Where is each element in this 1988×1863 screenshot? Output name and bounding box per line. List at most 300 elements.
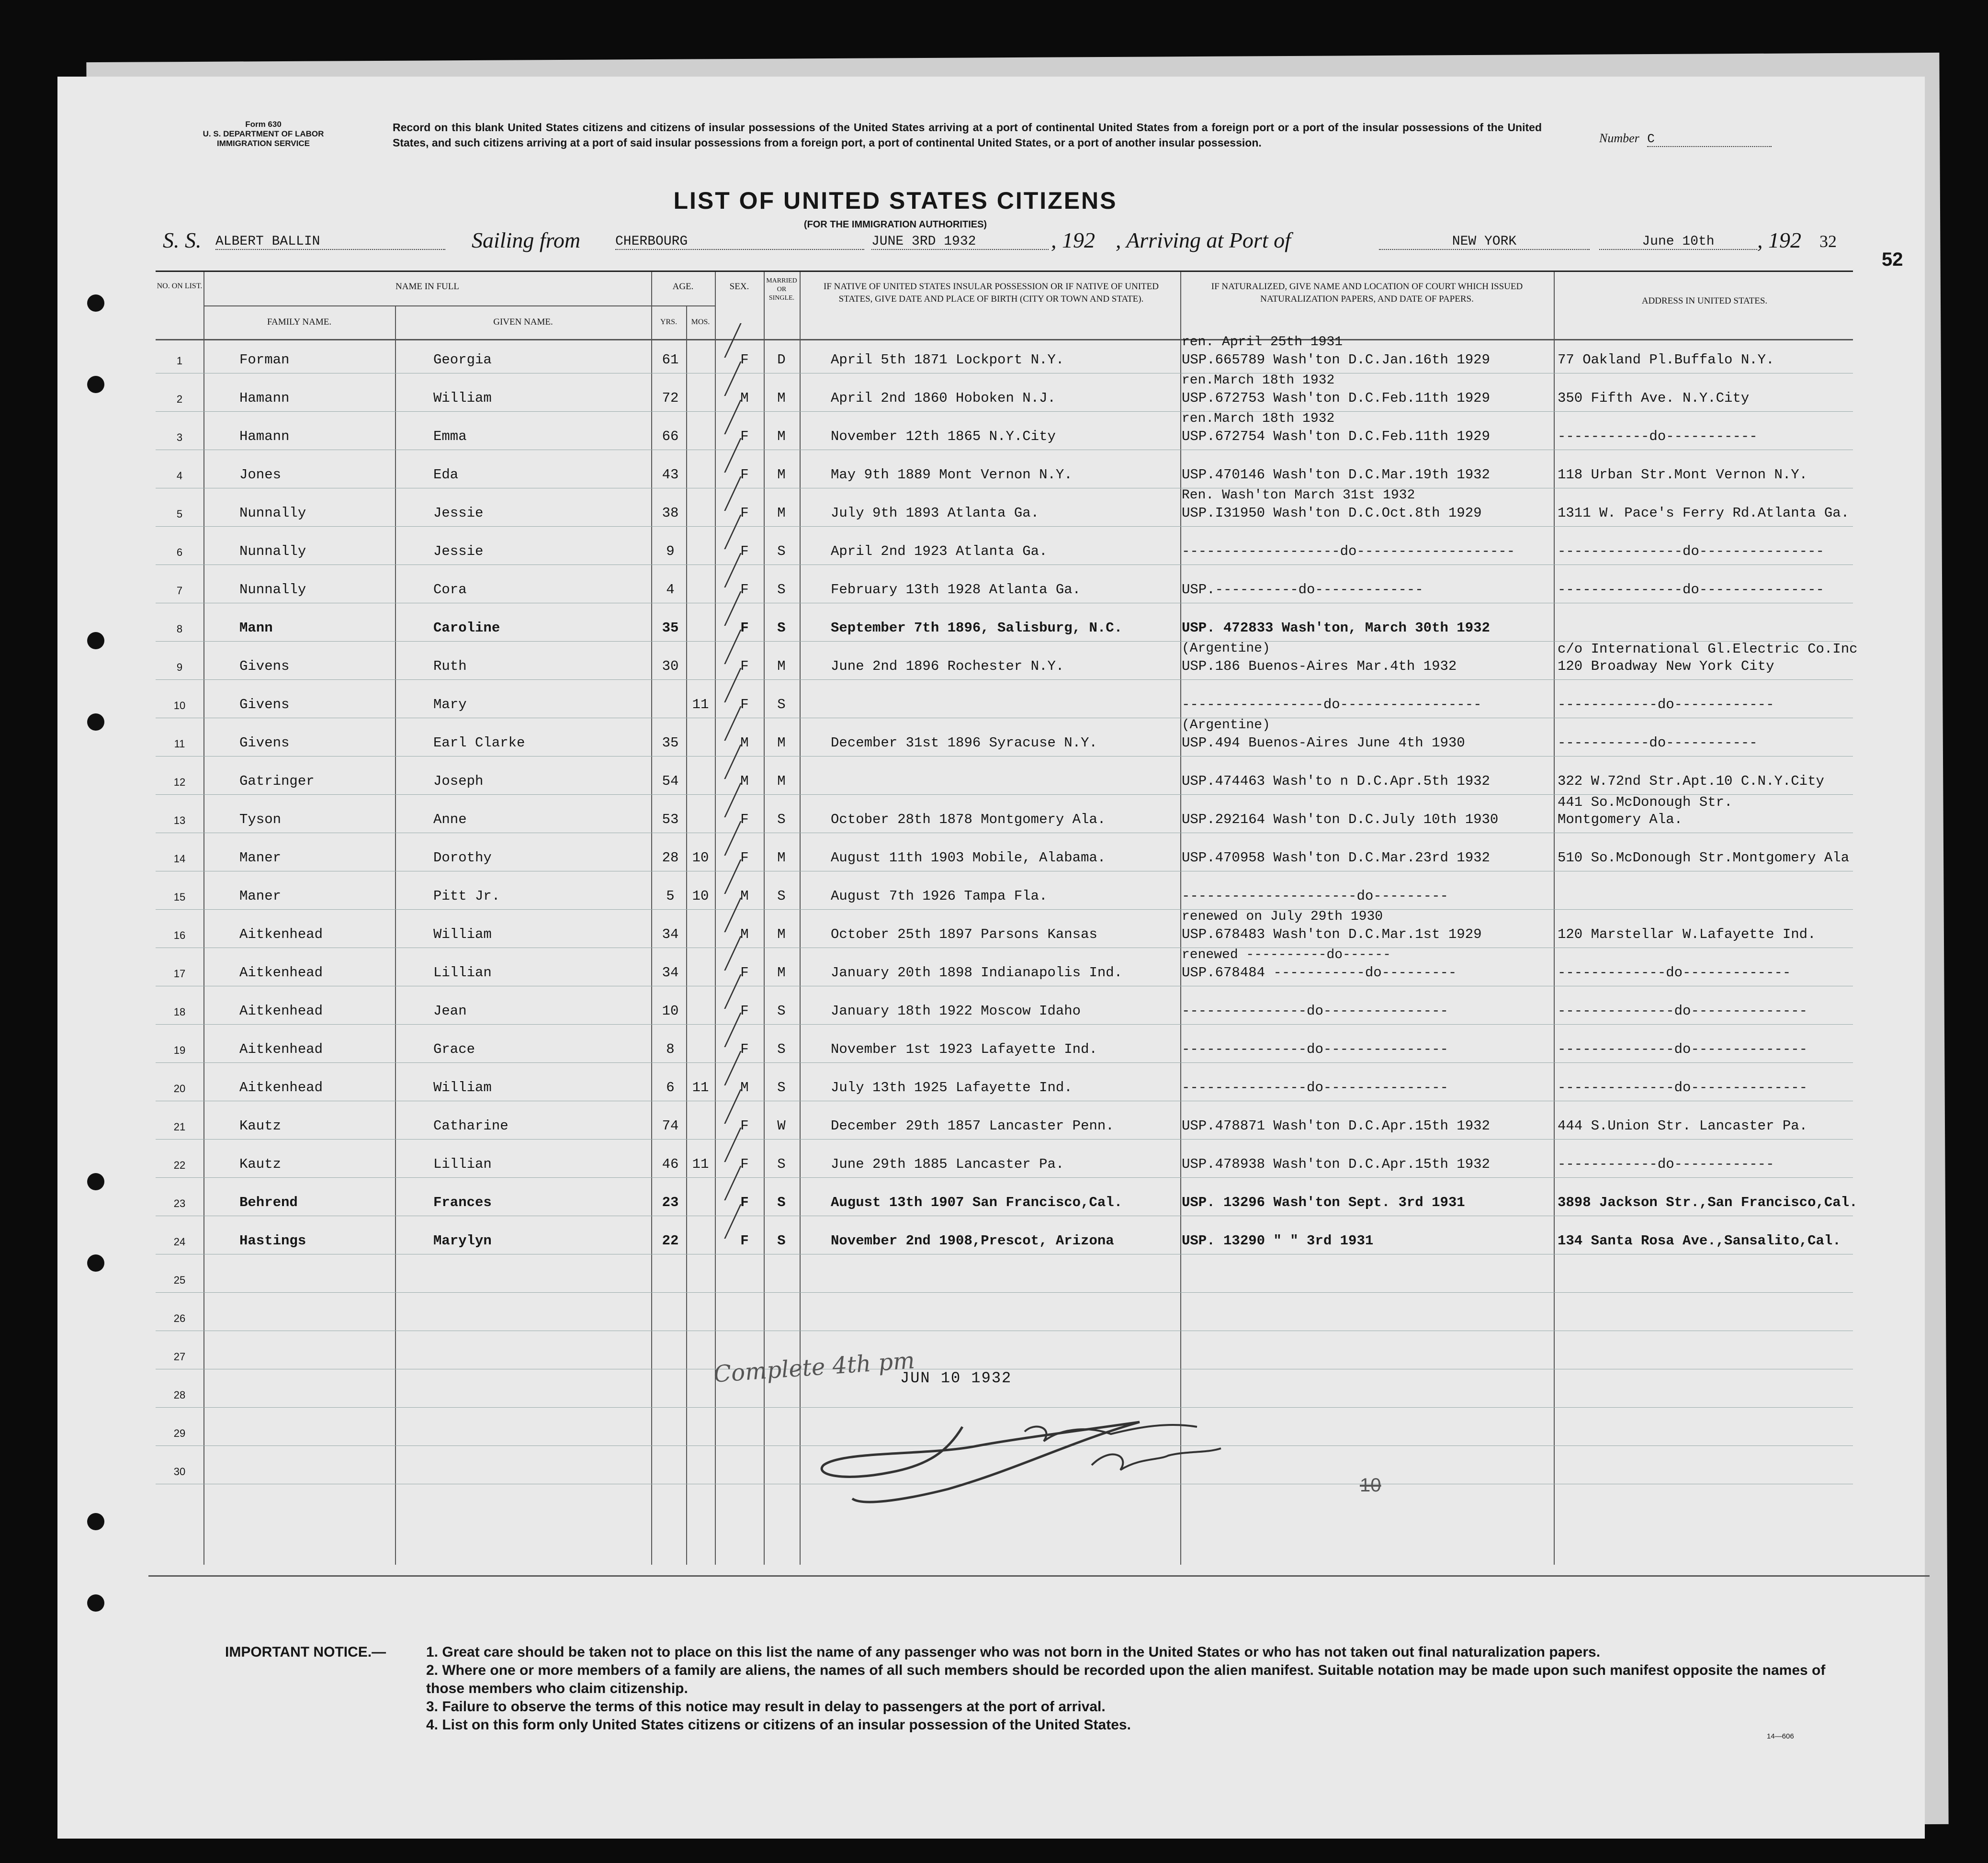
- marital-status: S: [777, 582, 786, 598]
- age-years: 38: [662, 505, 679, 521]
- address-in-us: --------------do--------------: [1558, 1080, 1808, 1095]
- table-row: [156, 1142, 1853, 1180]
- age-years: 30: [662, 658, 679, 674]
- birth-date-place: June 29th 1885 Lancaster Pa.: [831, 1156, 1064, 1172]
- family-name: Jones: [239, 467, 282, 483]
- arrival-date: June 10th: [1599, 234, 1757, 250]
- address-in-us: 322 W.72nd Str.Apt.10 C.N.Y.City: [1558, 773, 1824, 789]
- address-in-us: --------------do--------------: [1558, 1041, 1808, 1057]
- naturalization-papers: USP. 13290 " " 3rd 1931: [1182, 1233, 1374, 1249]
- address-in-us: 134 Santa Rosa Ave.,Sansalito,Cal.: [1558, 1233, 1841, 1249]
- birth-date-place: February 13th 1928 Atlanta Ga.: [831, 582, 1081, 598]
- col-header-no: NO. ON LIST.: [157, 282, 203, 290]
- naturalization-papers: USP.672754 Wash'ton D.C.Feb.11th 1929: [1182, 429, 1490, 444]
- given-name: Earl Clarke: [433, 735, 525, 751]
- age-months: 11: [692, 1080, 709, 1095]
- sex: M: [740, 735, 749, 751]
- naturalization-papers: -----------------do-----------------: [1182, 697, 1482, 712]
- given-name: Dorothy: [433, 850, 492, 866]
- address-line-1: c/o International Gl.Electric Co.Inc: [1558, 641, 1858, 657]
- notice-item: 4. List on this form only United States citizens or citizens of an insular possession of the United States.: [426, 1717, 1131, 1733]
- given-name: William: [433, 926, 492, 942]
- naturalization-papers: USP.----------do-------------: [1182, 582, 1423, 598]
- age-years: 34: [662, 965, 679, 981]
- birth-date-place: November 2nd 1908,Prescot, Arizona: [831, 1233, 1114, 1249]
- address-in-us: -----------do-----------: [1558, 429, 1758, 444]
- col-header-married-single: MARRIED OR SINGLE.: [766, 277, 797, 302]
- col-header-mos: MOS.: [691, 318, 710, 326]
- age-years: 22: [662, 1233, 679, 1249]
- age-years: 66: [662, 429, 679, 444]
- family-name: Givens: [239, 697, 290, 712]
- row-number: 27: [173, 1351, 186, 1363]
- table-row: [156, 529, 1853, 567]
- marital-status: S: [777, 888, 786, 904]
- marital-status: S: [777, 1156, 786, 1172]
- table-row: [156, 488, 1853, 529]
- row-number: 20: [173, 1083, 186, 1095]
- date-stamp: JUN 10 1932: [900, 1369, 1012, 1387]
- marital-status: M: [777, 658, 786, 674]
- marital-status: M: [777, 429, 786, 444]
- sex: F: [740, 1118, 749, 1134]
- table-row: [156, 1180, 1858, 1219]
- birth-date-place: April 5th 1871 Lockport N.Y.: [831, 352, 1064, 368]
- given-name: Grace: [433, 1041, 475, 1057]
- naturalization-papers: USP.292164 Wash'ton D.C.July 10th 1930: [1182, 812, 1499, 827]
- given-name: Joseph: [433, 773, 484, 789]
- naturalization-note: (Argentine): [1182, 718, 1270, 733]
- table-row: [156, 909, 1853, 950]
- marital-status: S: [777, 620, 786, 636]
- given-name: William: [433, 1080, 492, 1095]
- age-years: 4: [666, 582, 675, 598]
- notice-item: 1. Great care should be taken not to place on this list the name of any passenger who was not born in the United States or who has not taken out final naturalization papers.: [426, 1644, 1601, 1660]
- departure-port: CHERBOURG: [615, 234, 864, 250]
- naturalization-note: renewed ----------do------: [1182, 948, 1391, 962]
- row-number: 12: [173, 776, 186, 788]
- birth-date-place: June 2nd 1896 Rochester N.Y.: [831, 658, 1064, 674]
- naturalization-papers: ---------------do---------------: [1182, 1003, 1448, 1019]
- age-years: 53: [662, 812, 679, 827]
- naturalization-note: Ren. Wash'ton March 31st 1932: [1182, 488, 1415, 503]
- address-in-us: 118 Urban Str.Mont Vernon N.Y.: [1558, 467, 1808, 483]
- marital-status: M: [777, 926, 786, 942]
- binder-hole: [87, 713, 104, 731]
- row-number: 6: [176, 546, 183, 558]
- address-in-us: -----------do-----------: [1558, 735, 1758, 751]
- birth-date-place: July 13th 1925 Lafayette Ind.: [831, 1080, 1073, 1095]
- birth-date-place: October 28th 1878 Montgomery Ala.: [831, 812, 1106, 827]
- naturalization-papers: USP.494 Buenos-Aires June 4th 1930: [1182, 735, 1465, 751]
- page-title: LIST OF UNITED STATES CITIZENS: [673, 187, 1118, 214]
- birth-date-place: January 18th 1922 Moscow Idaho: [831, 1003, 1081, 1019]
- age-years: 74: [662, 1118, 679, 1134]
- age-months: 11: [692, 697, 709, 712]
- tally-mark: 10: [1360, 1475, 1381, 1496]
- naturalization-papers: USP.478871 Wash'ton D.C.Apr.15th 1932: [1182, 1118, 1490, 1134]
- naturalization-note: renewed on July 29th 1930: [1182, 909, 1383, 924]
- row-number: 10: [173, 700, 186, 711]
- row-number: 24: [173, 1236, 186, 1248]
- binder-hole: [87, 294, 104, 312]
- family-name: Nunnally: [239, 505, 306, 521]
- sex: F: [740, 1233, 749, 1249]
- naturalization-papers: USP.I31950 Wash'ton D.C.Oct.8th 1929: [1182, 505, 1482, 521]
- marital-status: M: [777, 850, 786, 866]
- address-in-us: -------------do-------------: [1558, 965, 1791, 981]
- naturalization-papers: USP.678484 -----------do---------: [1182, 965, 1457, 981]
- address-in-us: Montgomery Ala.: [1558, 812, 1683, 827]
- sex: M: [740, 773, 749, 789]
- naturalization-papers: USP.678483 Wash'ton D.C.Mar.1st 1929: [1182, 926, 1482, 942]
- row-number: 25: [173, 1274, 186, 1286]
- table-row: [156, 373, 1853, 414]
- binder-hole: [87, 1594, 104, 1612]
- table-row: [156, 1333, 1853, 1372]
- naturalization-papers: USP.478938 Wash'ton D.C.Apr.15th 1932: [1182, 1156, 1490, 1172]
- arrival-port: NEW YORK: [1379, 234, 1590, 250]
- binder-hole: [87, 376, 104, 393]
- birth-date-place: April 2nd 1860 Hoboken N.J.: [831, 390, 1056, 406]
- table-row: [156, 641, 1858, 682]
- row-number: 29: [173, 1427, 186, 1439]
- birth-date-place: October 25th 1897 Parsons Kansas: [831, 926, 1097, 942]
- table-row: [156, 335, 1853, 376]
- address-in-us: 1311 W. Pace's Ferry Rd.Atlanta Ga.: [1558, 505, 1850, 521]
- row-number: 23: [173, 1197, 186, 1209]
- row-number: 9: [176, 661, 183, 673]
- age-years: 8: [666, 1041, 675, 1057]
- record-instructions: Record on this blank United States citizens and citizens of insular possessions of the United States arriving at a port of continental United States from a foreign port or a port of the insular possessions of the United States, and such citizens arriving at a port of said insular possessions from a foreign port, a port of continental United States, or a port of another insular possession.: [393, 121, 1542, 149]
- sex: F: [740, 582, 749, 598]
- age-years: 6: [666, 1080, 675, 1095]
- binder-hole: [87, 632, 104, 649]
- naturalization-papers: ---------------------do---------: [1182, 888, 1448, 904]
- given-name: Anne: [433, 812, 467, 827]
- table-row: [156, 718, 1853, 759]
- col-header-name-in-full: NAME IN FULL: [395, 282, 459, 292]
- family-name: Givens: [239, 735, 290, 751]
- pencil-note: Complete 4th pm: [712, 1347, 916, 1388]
- col-header-sex: SEX.: [729, 282, 749, 292]
- birth-date-place: November 12th 1865 N.Y.City: [831, 429, 1056, 444]
- table-row: [156, 411, 1853, 452]
- family-name: Aitkenhead: [239, 965, 323, 981]
- sex: F: [740, 697, 749, 712]
- sex: M: [740, 926, 749, 942]
- row-number: 17: [173, 968, 186, 980]
- address-in-us: ---------------do---------------: [1558, 582, 1824, 598]
- given-name: Jean: [433, 1003, 467, 1019]
- table-row: [156, 1257, 1853, 1295]
- marital-status: S: [777, 543, 786, 559]
- table-row: [156, 759, 1853, 797]
- marital-status: M: [777, 467, 786, 483]
- table-row: [156, 1027, 1853, 1065]
- given-name: Catharine: [433, 1118, 508, 1134]
- table-row: [156, 452, 1853, 491]
- sex: F: [740, 620, 749, 636]
- sex: F: [740, 467, 749, 483]
- naturalization-papers: USP. 13296 Wash'ton Sept. 3rd 1931: [1182, 1195, 1465, 1210]
- naturalization-papers: USP.470958 Wash'ton D.C.Mar.23rd 1932: [1182, 850, 1490, 866]
- inspector-signature: [804, 1412, 1283, 1508]
- row-number: 3: [176, 431, 183, 443]
- ship-name: ALBERT BALLIN: [215, 234, 445, 250]
- table-row: [156, 606, 1853, 644]
- naturalization-papers: ---------------do---------------: [1182, 1080, 1448, 1095]
- family-name: Behrend: [239, 1195, 298, 1210]
- family-name: Hamann: [239, 390, 290, 406]
- binder-hole: [87, 1254, 104, 1272]
- row-number: 8: [176, 623, 183, 635]
- arrival-year: 32: [1819, 232, 1837, 251]
- naturalization-note: ren.March 18th 1932: [1182, 373, 1335, 388]
- birth-date-place: August 7th 1926 Tampa Fla.: [831, 888, 1048, 904]
- age-months: 10: [692, 850, 709, 866]
- family-name: Givens: [239, 658, 290, 674]
- marital-status: S: [777, 1003, 786, 1019]
- sex: F: [740, 1003, 749, 1019]
- address-in-us: 120 Marstellar W.Lafayette Ind.: [1558, 926, 1816, 942]
- family-name: Hastings: [239, 1233, 306, 1249]
- row-number: 28: [173, 1389, 186, 1401]
- page-number: 52: [1882, 249, 1903, 270]
- marital-status: S: [777, 1041, 786, 1057]
- given-name: Ruth: [433, 658, 467, 674]
- birth-date-place: August 11th 1903 Mobile, Alabama.: [831, 850, 1106, 866]
- sex: F: [740, 965, 749, 981]
- family-name: Gatringer: [239, 773, 315, 789]
- list-number-value: C: [1647, 132, 1772, 147]
- age-years: 10: [662, 1003, 679, 1019]
- age-months: 11: [692, 1156, 709, 1172]
- table-row: [156, 794, 1853, 836]
- marital-status: M: [777, 965, 786, 981]
- row-number: 5: [176, 508, 183, 520]
- age-months: 10: [692, 888, 709, 904]
- naturalization-papers: USP.672753 Wash'ton D.C.Feb.11th 1929: [1182, 390, 1490, 406]
- binder-hole: [87, 1513, 104, 1530]
- family-name: Nunnally: [239, 582, 306, 598]
- sex: F: [740, 1156, 749, 1172]
- given-name: Georgia: [433, 352, 492, 368]
- row-number: 22: [173, 1159, 186, 1171]
- family-name: Maner: [239, 888, 282, 904]
- given-name: Cora: [433, 582, 467, 598]
- naturalization-note: ren. April 25th 1931: [1182, 335, 1343, 350]
- naturalization-papers: -------------------do-------------------: [1182, 543, 1515, 559]
- marital-status: M: [777, 773, 786, 789]
- birth-date-place: September 7th 1896, Salisburg, N.C.: [831, 620, 1123, 636]
- given-name: Jessie: [433, 543, 484, 559]
- col-header-address: ADDRESS IN UNITED STATES.: [1641, 296, 1768, 306]
- naturalization-papers: USP. 472833 Wash'ton, March 30th 1932: [1182, 620, 1490, 636]
- age-years: 35: [662, 735, 679, 751]
- row-number: 15: [173, 891, 186, 903]
- age-years: 46: [662, 1156, 679, 1172]
- age-years: 28: [662, 850, 679, 866]
- family-name: Forman: [239, 352, 290, 368]
- table-row: [156, 989, 1853, 1027]
- given-name: Mary: [433, 697, 467, 712]
- sex: F: [740, 812, 749, 827]
- row-number: 2: [176, 393, 183, 405]
- given-name: Lillian: [433, 965, 492, 981]
- address-in-us: 510 So.McDonough Str.Montgomery Ala: [1558, 850, 1850, 866]
- notice-heading: IMPORTANT NOTICE.—: [225, 1644, 386, 1660]
- voyage-line: S. S. ALBERT BALLIN Sailing from CHERBOURG JUNE 3RD 1932 , 192 , Arriving at Port of NEW YORK June 10th , 192 32: [163, 228, 1837, 252]
- family-name: Aitkenhead: [239, 1003, 323, 1019]
- age-years: 54: [662, 773, 679, 789]
- birth-date-place: November 1st 1923 Lafayette Ind.: [831, 1041, 1097, 1057]
- given-name: William: [433, 390, 492, 406]
- sex: F: [740, 850, 749, 866]
- row-number: 7: [176, 585, 183, 597]
- row-number: 16: [173, 929, 186, 941]
- given-name: Jessie: [433, 505, 484, 521]
- list-number: Number C: [1599, 131, 1772, 147]
- address-in-us: 444 S.Union Str. Lancaster Pa.: [1558, 1118, 1808, 1134]
- marital-status: S: [777, 1195, 786, 1210]
- notice-item: 2. Where one or more members of a family are aliens, the names of all such members should be recorded upon the alien manifest. Suitable notation may be made upon such manifest opposite the names of those members who claim citizenship.: [426, 1662, 1826, 1696]
- table-row: [156, 1065, 1853, 1104]
- notice-item: 3. Failure to observe the terms of this notice may result in delay to passengers at the port of arrival.: [426, 1699, 1106, 1715]
- form-identifier: Form 630 U. S. DEPARTMENT OF LABOR IMMIGRATION SERVICE: [203, 120, 324, 148]
- address-line-1: 441 So.McDonough Str.: [1558, 794, 1733, 810]
- sex: F: [740, 429, 749, 444]
- family-name: Kautz: [239, 1156, 282, 1172]
- table-row: [156, 836, 1853, 874]
- given-name: Marylyn: [433, 1233, 492, 1249]
- page-subtitle: (FOR THE IMMIGRATION AUTHORITIES): [803, 219, 987, 230]
- address-in-us: ---------------do---------------: [1558, 543, 1824, 559]
- naturalization-papers: USP.186 Buenos-Aires Mar.4th 1932: [1182, 658, 1457, 674]
- row-number: 18: [173, 1006, 186, 1018]
- given-name: Frances: [433, 1195, 492, 1210]
- given-name: Eda: [433, 467, 459, 483]
- address-in-us: ------------do------------: [1558, 1156, 1774, 1172]
- birth-date-place: July 9th 1893 Atlanta Ga.: [831, 505, 1039, 521]
- sex: F: [740, 1195, 749, 1210]
- address-in-us: ------------do------------: [1558, 697, 1774, 712]
- age-years: 43: [662, 467, 679, 483]
- col-header-family-name: FAMILY NAME.: [267, 317, 332, 327]
- marital-status: S: [777, 697, 786, 712]
- birth-date-place: May 9th 1889 Mont Vernon N.Y.: [831, 467, 1073, 483]
- naturalization-note: (Argentine): [1182, 641, 1270, 656]
- given-name: Emma: [433, 429, 467, 444]
- sex: F: [740, 658, 749, 674]
- birth-date-place: December 31st 1896 Syracuse N.Y.: [831, 735, 1097, 751]
- sex: F: [740, 1041, 749, 1057]
- marital-status: M: [777, 390, 786, 406]
- given-name: Lillian: [433, 1156, 492, 1172]
- table-row: [156, 1219, 1853, 1257]
- address-in-us: 350 Fifth Ave. N.Y.City: [1558, 390, 1750, 406]
- family-name: Mann: [239, 620, 273, 636]
- family-name: Aitkenhead: [239, 926, 323, 942]
- marital-status: S: [777, 1080, 786, 1095]
- given-name: Pitt Jr.: [433, 888, 500, 904]
- naturalization-papers: USP.665789 Wash'ton D.C.Jan.16th 1929: [1182, 352, 1490, 368]
- age-years: 5: [666, 888, 675, 904]
- col-header-age: AGE.: [672, 282, 694, 292]
- row-number: 4: [176, 470, 183, 482]
- table-row: [156, 1295, 1853, 1333]
- age-years: 34: [662, 926, 679, 942]
- birth-date-place: April 2nd 1923 Atlanta Ga.: [831, 543, 1048, 559]
- birth-date-place: January 20th 1898 Indianapolis Ind.: [831, 965, 1123, 981]
- col-header-naturalized: IF NATURALIZED, GIVE NAME AND LOCATION OF COURT WHICH ISSUED NATURALIZATION PAPERS, AND DATE OF PAPERS.: [1211, 282, 1523, 304]
- row-number: 13: [173, 814, 186, 826]
- manifest-sheet: [57, 77, 1925, 1839]
- marital-status: W: [777, 1118, 786, 1134]
- table-row: [156, 682, 1853, 721]
- address-in-us: --------------do--------------: [1558, 1003, 1808, 1019]
- sex: F: [740, 352, 749, 368]
- address-in-us: 120 Broadway New York City: [1558, 658, 1774, 674]
- age-years: 23: [662, 1195, 679, 1210]
- family-name: Tyson: [239, 812, 282, 827]
- marital-status: M: [777, 735, 786, 751]
- family-name: Hamann: [239, 429, 290, 444]
- row-number: 11: [174, 738, 185, 750]
- sex: F: [740, 543, 749, 559]
- naturalization-note: ren.March 18th 1932: [1182, 411, 1335, 426]
- family-name: Maner: [239, 850, 282, 866]
- birth-date-place: December 29th 1857 Lancaster Penn.: [831, 1118, 1114, 1134]
- naturalization-papers: USP.474463 Wash'to n D.C.Apr.5th 1932: [1182, 773, 1490, 789]
- col-header-given-name: GIVEN NAME.: [493, 317, 553, 327]
- table-row: [156, 567, 1853, 606]
- table-row: [156, 1104, 1853, 1142]
- row-number: 1: [176, 355, 183, 367]
- age-years: 9: [666, 543, 675, 559]
- family-name: Kautz: [239, 1118, 282, 1134]
- given-name: Caroline: [433, 620, 500, 636]
- age-years: 61: [662, 352, 679, 368]
- sex: M: [740, 1080, 749, 1095]
- family-name: Aitkenhead: [239, 1041, 323, 1057]
- family-name: Nunnally: [239, 543, 306, 559]
- marital-status: D: [777, 352, 786, 368]
- birth-date-place: August 13th 1907 San Francisco,Cal.: [831, 1195, 1123, 1210]
- marital-status: S: [777, 1233, 786, 1249]
- table-row: [156, 950, 1853, 989]
- col-header-yrs: YRS.: [660, 318, 678, 326]
- row-number: 21: [173, 1121, 186, 1133]
- row-number: 14: [173, 853, 186, 865]
- naturalization-papers: USP.470146 Wash'ton D.C.Mar.19th 1932: [1182, 467, 1490, 483]
- address-in-us: 3898 Jackson Str.,San Francisco,Cal.: [1558, 1195, 1858, 1210]
- sailing-date: JUNE 3RD 1932: [871, 234, 1049, 250]
- family-name: Aitkenhead: [239, 1080, 323, 1095]
- address-in-us: 77 Oakland Pl.Buffalo N.Y.: [1558, 352, 1774, 368]
- marital-status: M: [777, 505, 786, 521]
- sex: M: [740, 888, 749, 904]
- sex: F: [740, 505, 749, 521]
- row-number: 19: [173, 1044, 186, 1056]
- table-row: [156, 874, 1853, 912]
- sex: M: [740, 390, 749, 406]
- row-number: 30: [173, 1466, 186, 1478]
- age-years: 72: [662, 390, 679, 406]
- row-number: 26: [173, 1312, 186, 1324]
- col-header-birth: IF NATIVE OF UNITED STATES INSULAR POSSESSION OR IF NATIVE OF UNITED STATES, GIVE DATE AND PLACE OF BIRTH (CITY OR TOWN AND STATE).: [824, 282, 1159, 304]
- binder-hole: [87, 1173, 104, 1190]
